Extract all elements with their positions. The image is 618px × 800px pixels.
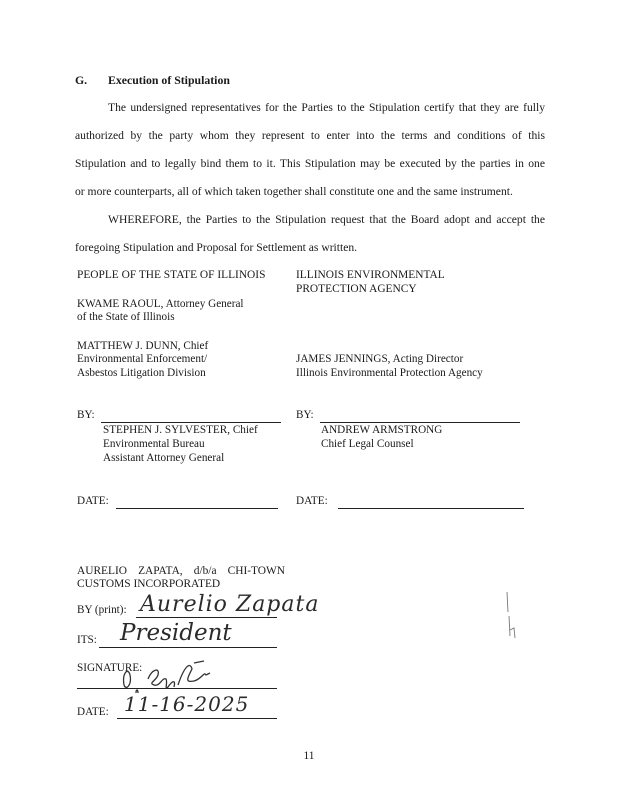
left-signer-title: Assistant Attorney General <box>103 452 225 464</box>
attorney-general-title: of the State of Illinois <box>77 311 175 323</box>
left-signer-name: STEPHEN J. SYLVESTER, Chief <box>103 424 258 436</box>
its-line[interactable] <box>99 647 277 648</box>
respondent-name-2: CUSTOMS INCORPORATED <box>77 578 221 590</box>
its-handwritten: President <box>120 620 232 646</box>
right-date-label: DATE: <box>296 495 328 507</box>
respondent-date-label: DATE: <box>77 706 109 718</box>
body-paragraph-2-line-2: foregoing Stipulation and Proposal for Settlement as written. <box>75 241 358 254</box>
chief-name: MATTHEW J. DUNN, Chief <box>77 340 209 352</box>
director-agency: Illinois Environmental Protection Agency <box>296 367 483 379</box>
right-signer-title: Chief Legal Counsel <box>321 438 414 450</box>
left-by-signature-line[interactable] <box>101 422 281 423</box>
right-party-name-2: PROTECTION AGENCY <box>296 283 417 295</box>
right-by-label: BY: <box>296 409 314 421</box>
by-print-label: BY (print): <box>77 604 127 616</box>
by-print-handwritten: Aurelio Zapata <box>140 592 320 617</box>
body-paragraph-1-line-1: The undersigned representatives for the Parties to the Stipulation certify that they are fully <box>108 101 545 114</box>
right-signer-name: ANDREW ARMSTRONG <box>321 424 443 436</box>
by-print-line[interactable] <box>136 617 277 618</box>
chief-division-1: Environmental Enforcement/ <box>77 353 208 365</box>
body-paragraph-1-line-2: authorized by the party whom they represent to enter into the terms and conditions of this <box>75 129 545 142</box>
attorney-general-name: KWAME RAOUL, Attorney General <box>77 298 244 310</box>
right-date-line[interactable] <box>338 508 524 509</box>
left-by-label: BY: <box>77 409 95 421</box>
respondent-date-line[interactable] <box>117 718 277 719</box>
margin-mark-icon <box>504 590 518 646</box>
left-date-line[interactable] <box>116 508 278 509</box>
section-letter: G. <box>75 73 88 87</box>
page-number: 11 <box>303 750 315 762</box>
signature-label: SIGNATURE: <box>77 662 143 674</box>
right-by-signature-line[interactable] <box>320 422 520 423</box>
body-paragraph-1-line-3: Stipulation and to legally bind them to it. This Stipulation may be executed by the parties in one <box>75 157 545 170</box>
left-signer-bureau: Environmental Bureau <box>103 438 205 450</box>
director-name: JAMES JENNINGS, Acting Director <box>296 353 464 365</box>
right-party-name-1: ILLINOIS ENVIRONMENTAL <box>296 269 445 281</box>
left-date-label: DATE: <box>77 495 109 507</box>
left-party-name: PEOPLE OF THE STATE OF ILLINOIS <box>77 269 266 281</box>
its-label: ITS: <box>77 634 97 646</box>
chief-division-2: Asbestos Litigation Division <box>77 367 206 379</box>
respondent-name-1: AURELIO ZAPATA, d/b/a CHI-TOWN <box>77 565 285 577</box>
section-title: Execution of Stipulation <box>108 73 230 87</box>
body-paragraph-2-line-1: WHEREFORE, the Parties to the Stipulation request that the Board adopt and accept the <box>108 213 545 226</box>
respondent-date-handwritten: 11-16-2025 <box>124 692 250 716</box>
body-paragraph-1-line-4: or more counterparts, all of which taken together shall constitute one and the same instrument. <box>75 185 513 198</box>
